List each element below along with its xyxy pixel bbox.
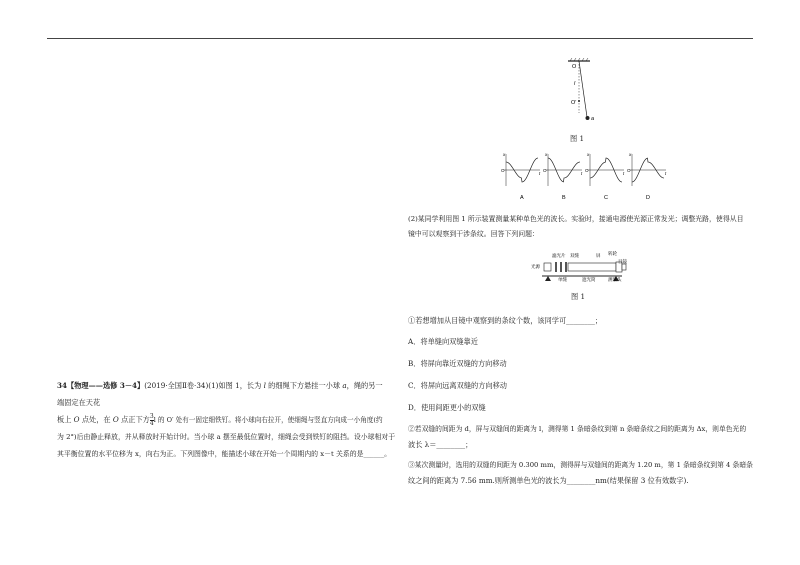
label-light-source: 光源 <box>531 264 540 269</box>
q34-number: 34 <box>57 381 68 390</box>
graph-option-label: D <box>646 195 650 201</box>
q34-var-o: O <box>112 415 119 424</box>
q2-intro-line2: 镜中可以观察到干涉条纹。回答下列问题： <box>408 230 539 238</box>
q2-part1: ①若想增加从目镜中观察到的条纹个数，该同学可________； <box>408 316 603 325</box>
xt-graphs <box>500 152 670 202</box>
fraction-denominator: 4 <box>149 419 154 427</box>
figure1-caption: 图 1 <box>570 134 585 143</box>
graph-t-label: t <box>581 171 583 176</box>
double-slit <box>565 262 567 272</box>
q2-part3-line2: 纹之间的距离为 7.56 mm.则所测单色光的波长为________nm(结果保留 3 位有效数字). <box>408 476 689 485</box>
header-rule <box>47 38 753 39</box>
label-shading-tube: 遮光筒 <box>582 277 596 282</box>
q34-var-a: a <box>342 381 347 390</box>
xt-graph-group <box>501 152 667 201</box>
option-c: C．将屏向远离双缝的方向移动 <box>408 381 507 390</box>
label-l: l <box>574 81 576 87</box>
q34-source: (2019·全国Ⅱ卷·34)(1) <box>144 381 219 390</box>
q2-part2-line2: 波长 λ＝________； <box>408 440 473 449</box>
graph-origin-label: O <box>627 168 631 173</box>
option-b: B．将屏向靠近双缝的方向移动 <box>408 359 507 368</box>
pendulum-string <box>579 61 587 117</box>
graph-x-label: x <box>629 152 632 157</box>
shading-tube <box>568 263 616 271</box>
bench-support-left <box>545 276 551 281</box>
graph-x-label: x <box>503 152 506 157</box>
graph-t-label: t <box>623 171 625 176</box>
q2-intro <box>408 212 768 242</box>
q34-text: ，绳的另一端固定在天花 <box>57 381 383 407</box>
label-o-prime: O′ <box>571 100 577 106</box>
q34-subject: 【物理——选修 3－4】 <box>67 381 145 390</box>
label-measuring-head: 测量头 <box>608 277 622 282</box>
light-source <box>544 263 551 271</box>
q2-part2-line1: ②若双缝的间距为 d，屏与双缝间的距离为 l，测得第 1 条暗条纹到第 n 条暗条纹之间的距离为 Δx，则单色光的 <box>408 425 747 433</box>
q34-line4: 其平衡位置的水平位移为 x，向右为正。下列图像中，能描述小球在开始一个周期内的 x－t 关系的是______。 <box>57 450 392 458</box>
question-34 <box>57 377 396 463</box>
pendulum-figure <box>560 55 600 125</box>
q2-subquestions <box>408 313 778 488</box>
graph-origin-label: O <box>585 168 589 173</box>
ball-a <box>586 116 590 120</box>
q34-line1 <box>57 377 387 411</box>
graph-option-label: C <box>604 195 608 201</box>
q2-part3-line1: ③某次测量时，选用的双缝的间距为 0.300 mm，测得屏与双缝间的距离为 1.20 m，第 1 条暗条纹到第 4 条暗条 <box>408 461 753 469</box>
fraction-numerator: 3 <box>149 412 154 420</box>
graph-t-label: t <box>539 171 541 176</box>
q34-var-l: l <box>263 381 266 390</box>
eyepiece <box>622 264 626 270</box>
option-d: D．使用间距更小的双缝 <box>408 403 486 412</box>
q34-text: 板上 <box>57 415 74 424</box>
q34-line2 <box>57 411 387 429</box>
q34-var-o: O <box>73 415 80 424</box>
nail-point <box>578 100 580 102</box>
label-single-slit: 单缝 <box>558 277 567 282</box>
label-screen: 屏 <box>596 253 601 258</box>
single-slit <box>560 262 562 272</box>
q34-text: 的细绳下方悬挂一小球 <box>265 381 343 390</box>
graph-origin-label: O <box>501 168 505 173</box>
label-o: O <box>572 64 577 70</box>
graph-x-label: x <box>545 152 548 157</box>
label-a: a <box>591 116 595 122</box>
q34-text: 点处，在 <box>79 415 113 424</box>
label-eyepiece: 目镜 <box>618 259 627 264</box>
filter <box>555 262 557 272</box>
graph-x-label: x <box>587 152 590 157</box>
label-wheel: 转轮 <box>608 251 617 256</box>
apparatus-figure <box>530 250 640 290</box>
option-a: A．将单缝向双缝靠近 <box>408 337 478 346</box>
label-filter: 滤光片 <box>552 253 566 258</box>
graph-t-label: t <box>665 171 667 176</box>
q2-intro-line1: (2)某同学利用图 1 所示装置测量某种单色光的波长。实验时，接通电源使光源正常发光；调整光路，使得从目 <box>408 215 744 223</box>
q34-text: l 的 O′ 处有一固定细铁钉。将小球向右拉开，使细绳与竖直方向成一小角度(约 <box>153 416 383 424</box>
graph-option-label: A <box>520 195 524 201</box>
label-double-slit: 双缝 <box>570 253 579 258</box>
q34-text: 如图 1，长为 <box>218 381 264 390</box>
apparatus-caption: 图 1 <box>571 292 586 301</box>
graph-origin-label: O <box>543 168 547 173</box>
q34-line3: 为 2°)后由静止释放，并从释放时开始计时。当小球 a 摆至最低位置时，细绳会受到铁钉的阻挡。设小球相对于 <box>57 433 396 441</box>
q34-text: 点正下方 <box>118 415 150 424</box>
graph-option-label: B <box>562 195 566 201</box>
